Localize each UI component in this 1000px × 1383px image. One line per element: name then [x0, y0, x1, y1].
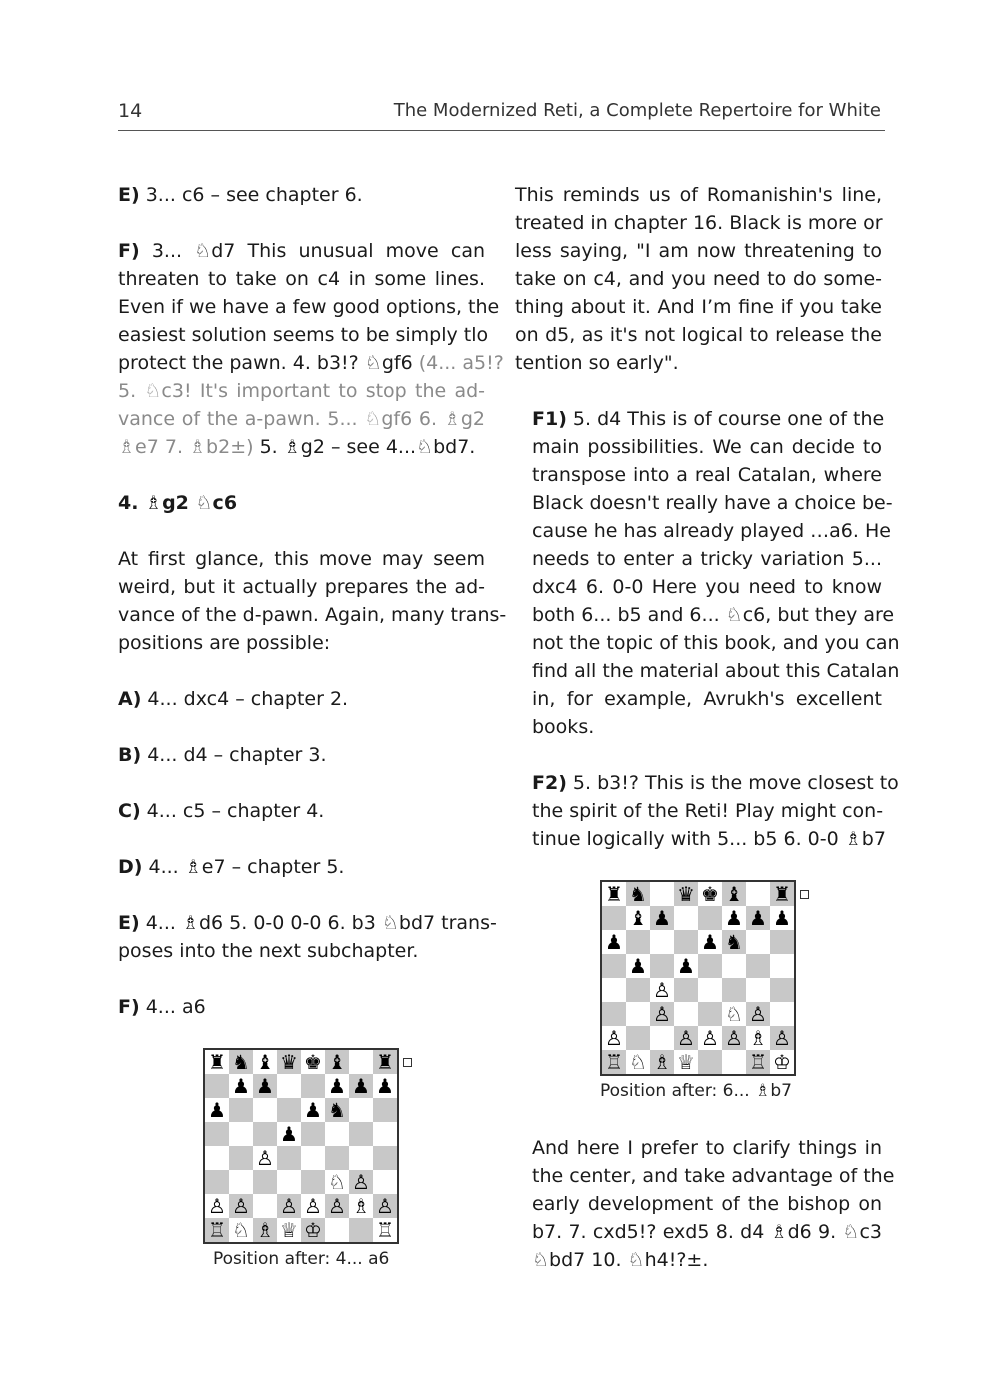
board-square	[229, 1170, 253, 1194]
board-square	[746, 954, 770, 978]
white-rook-piece: ♖	[746, 1050, 770, 1074]
black-knight-piece: ♞	[626, 882, 650, 906]
white-pawn-piece: ♙	[301, 1194, 325, 1218]
main-move-heading: 4. ♗g2 ♘c6	[118, 492, 238, 514]
board-square	[602, 1002, 626, 1026]
black-pawn-piece: ♟	[650, 906, 674, 930]
white-knight-piece: ♘	[626, 1050, 650, 1074]
page-header	[118, 100, 885, 131]
board-square	[650, 882, 674, 906]
white-pawn-piece: ♙	[650, 978, 674, 1002]
diagram-1-caption: Position after: 4... a6	[213, 1249, 390, 1269]
black-pawn-piece: ♟	[229, 1074, 253, 1098]
white-pawn-piece: ♙	[698, 1026, 722, 1050]
board-square	[205, 1122, 229, 1146]
board-square	[770, 978, 794, 1002]
board-square	[325, 1146, 349, 1170]
black-pawn-piece: ♟	[626, 954, 650, 978]
board-square	[770, 954, 794, 978]
black-rook-piece: ♜	[205, 1050, 229, 1074]
black-king-piece: ♚	[301, 1050, 325, 1074]
diagram-2-caption: Position after: 6... ♗b7	[600, 1081, 792, 1101]
black-queen-piece: ♛	[277, 1050, 301, 1074]
black-bishop-piece: ♝	[626, 906, 650, 930]
white-bishop-piece: ♗	[746, 1026, 770, 1050]
option-c: C) 4... c5 – chapter 4.	[118, 800, 325, 822]
black-pawn-piece: ♟	[722, 906, 746, 930]
board-square	[650, 930, 674, 954]
black-pawn-piece: ♟	[746, 906, 770, 930]
white-bishop-piece: ♗	[650, 1050, 674, 1074]
board-square	[746, 882, 770, 906]
running-title: The Modernized Reti, a Complete Repertoire for White	[393, 100, 881, 121]
board-square	[602, 906, 626, 930]
white-pawn-piece: ♙	[277, 1194, 301, 1218]
white-pawn-piece: ♙	[349, 1170, 373, 1194]
board-square	[698, 906, 722, 930]
board-square	[301, 1122, 325, 1146]
board-square	[698, 1002, 722, 1026]
side-to-move-marker	[403, 1058, 412, 1067]
white-bishop-piece: ♗	[349, 1194, 373, 1218]
board-square	[674, 930, 698, 954]
board-square	[746, 930, 770, 954]
board-square	[373, 1170, 397, 1194]
board-square	[626, 1026, 650, 1050]
black-rook-piece: ♜	[770, 882, 794, 906]
board-square	[650, 1026, 674, 1050]
board-square	[349, 1050, 373, 1074]
black-pawn-piece: ♟	[301, 1098, 325, 1122]
white-queen-piece: ♕	[277, 1218, 301, 1242]
board-square	[674, 1002, 698, 1026]
option-b: B) 4... d4 – chapter 3.	[118, 744, 327, 766]
romanishin-paragraph: This reminds us of Romanishin's line, treated in chapter 16. Black is more or less saying, "I am now threatening to take on c4, and you need to do some- thing about it. And I’m fine if you take on d5, as it's not logical to release the tention so early".	[515, 184, 883, 374]
board-square	[301, 1074, 325, 1098]
conclusion-paragraph: And here I prefer to clarify things in the center, and take advantage of the early development of the bishop on b7. 7. cxd5!? exd5 8. d4 ♗d6 9. ♘c3 ♘bd7 10. ♘h4!?±.	[532, 1137, 895, 1271]
right-column-indented	[532, 405, 900, 881]
board-square	[698, 954, 722, 978]
white-pawn-piece: ♙	[325, 1194, 349, 1218]
black-pawn-piece: ♟	[373, 1074, 397, 1098]
board-square	[301, 1146, 325, 1170]
white-king-piece: ♔	[301, 1218, 325, 1242]
board-square	[722, 954, 746, 978]
black-knight-piece: ♞	[722, 930, 746, 954]
page-number: 14	[118, 100, 143, 122]
board-square	[205, 1170, 229, 1194]
board-square	[349, 1218, 373, 1242]
black-pawn-piece: ♟	[349, 1074, 373, 1098]
white-bishop-piece: ♗	[253, 1218, 277, 1242]
black-pawn-piece: ♟	[253, 1074, 277, 1098]
board-square	[602, 954, 626, 978]
board-square	[349, 1146, 373, 1170]
black-knight-piece: ♞	[325, 1098, 349, 1122]
black-pawn-piece: ♟	[770, 906, 794, 930]
black-knight-piece: ♞	[229, 1050, 253, 1074]
board-square	[301, 1170, 325, 1194]
black-bishop-piece: ♝	[722, 882, 746, 906]
board-square	[770, 1002, 794, 1026]
white-pawn-piece: ♙	[205, 1194, 229, 1218]
black-pawn-piece: ♟	[674, 954, 698, 978]
board-square	[229, 1146, 253, 1170]
board-square	[626, 930, 650, 954]
chessboard	[600, 880, 796, 1076]
left-column	[118, 181, 507, 1049]
option-f-4a6: F) 4... a6	[118, 996, 206, 1018]
board-square	[373, 1122, 397, 1146]
white-pawn-piece: ♙	[650, 1002, 674, 1026]
white-pawn-piece: ♙	[602, 1026, 626, 1050]
black-pawn-piece: ♟	[698, 930, 722, 954]
board-square	[205, 1146, 229, 1170]
board-square	[626, 1002, 650, 1026]
side-to-move-marker	[800, 890, 809, 899]
option-a: A) 4... dxc4 – chapter 2.	[118, 688, 349, 710]
board-square	[746, 978, 770, 1002]
board-square	[229, 1122, 253, 1146]
white-pawn-piece: ♙	[722, 1026, 746, 1050]
white-rook-piece: ♖	[205, 1218, 229, 1242]
white-knight-piece: ♘	[325, 1170, 349, 1194]
chessboard	[203, 1048, 399, 1244]
white-pawn-piece: ♙	[229, 1194, 253, 1218]
black-pawn-piece: ♟	[602, 930, 626, 954]
chess-diagram-2	[600, 880, 796, 1076]
intro-paragraph: At first glance, this move may seem weird, but it actually prepares the ad- vance of the d-pawn. Again, many trans- positions are possible:	[118, 548, 507, 654]
board-square	[349, 1098, 373, 1122]
board-square	[229, 1098, 253, 1122]
option-d: D) 4... ♗e7 – chapter 5.	[118, 856, 345, 878]
black-rook-piece: ♜	[602, 882, 626, 906]
board-square	[325, 1122, 349, 1146]
board-square	[205, 1074, 229, 1098]
white-rook-piece: ♖	[602, 1050, 626, 1074]
white-pawn-piece: ♙	[770, 1026, 794, 1050]
chess-diagram-1	[203, 1048, 399, 1244]
board-square	[253, 1122, 277, 1146]
board-square	[277, 1074, 301, 1098]
board-square	[349, 1122, 373, 1146]
board-square	[650, 954, 674, 978]
option-e-3c6: E) 3... c6 – see chapter 6.	[118, 184, 363, 206]
black-rook-piece: ♜	[373, 1050, 397, 1074]
board-square	[325, 1218, 349, 1242]
board-square	[277, 1098, 301, 1122]
board-square	[698, 1050, 722, 1074]
black-queen-piece: ♛	[674, 882, 698, 906]
board-square	[253, 1098, 277, 1122]
option-e-4bd6: E) 4... ♗d6 5. 0-0 0-0 6. b3 ♘bd7 trans- poses into the next subchapter.	[118, 912, 497, 962]
black-bishop-piece: ♝	[325, 1050, 349, 1074]
white-knight-piece: ♘	[722, 1002, 746, 1026]
white-king-piece: ♔	[770, 1050, 794, 1074]
board-square	[722, 1050, 746, 1074]
white-queen-piece: ♕	[674, 1050, 698, 1074]
black-bishop-piece: ♝	[253, 1050, 277, 1074]
white-pawn-piece: ♙	[373, 1194, 397, 1218]
option-f-3nd7: F) 3... ♘d7 This unusual move can threaten to take on c4 in some lines. Even if we have a few good options, the easiest solution seems to be simply tlo protect the pawn. 4. b3!? ♘gf6 (4... a5!? 5. ♘c3! It's important to stop the ad- vance of the a-pawn. 5... ♘gf6 6. ♗g2 ♗e7 7. ♗b2±) 5. ♗g2 – see 4...♘bd7.	[118, 240, 504, 458]
white-pawn-piece: ♙	[253, 1146, 277, 1170]
board-square	[373, 1146, 397, 1170]
board-square	[253, 1170, 277, 1194]
board-square	[277, 1170, 301, 1194]
board-square	[722, 978, 746, 1002]
board-square	[770, 930, 794, 954]
board-square	[698, 978, 722, 1002]
white-knight-piece: ♘	[229, 1218, 253, 1242]
black-pawn-piece: ♟	[277, 1122, 301, 1146]
black-pawn-piece: ♟	[325, 1074, 349, 1098]
board-square	[373, 1098, 397, 1122]
board-square	[674, 978, 698, 1002]
option-f1: F1) 5. d4 This is of course one of the main possibilities. We can decide to transpose into a real Catalan, where Black doesn't really have a choice be- cause he has already played …a6. He needs to enter a tricky variation 5... dxc4 6. 0-0 Here you need to know both 6... b5 and 6... ♘c6, but they are not the topic of this book, and you can find all the material about this Catalan in, for example, Avrukh's excellent books.	[532, 408, 900, 738]
black-pawn-piece: ♟	[205, 1098, 229, 1122]
board-square	[626, 978, 650, 1002]
white-rook-piece: ♖	[373, 1218, 397, 1242]
option-f2: F2) 5. b3!? This is the move closest to the spirit of the Reti! Play might con- tinue logically with 5... b5 6. 0-0 ♗b7	[532, 772, 899, 850]
board-square	[277, 1146, 301, 1170]
black-king-piece: ♚	[698, 882, 722, 906]
right-column	[515, 181, 882, 405]
board-square	[253, 1194, 277, 1218]
white-pawn-piece: ♙	[746, 1002, 770, 1026]
board-square	[674, 906, 698, 930]
white-pawn-piece: ♙	[674, 1026, 698, 1050]
board-square	[602, 978, 626, 1002]
